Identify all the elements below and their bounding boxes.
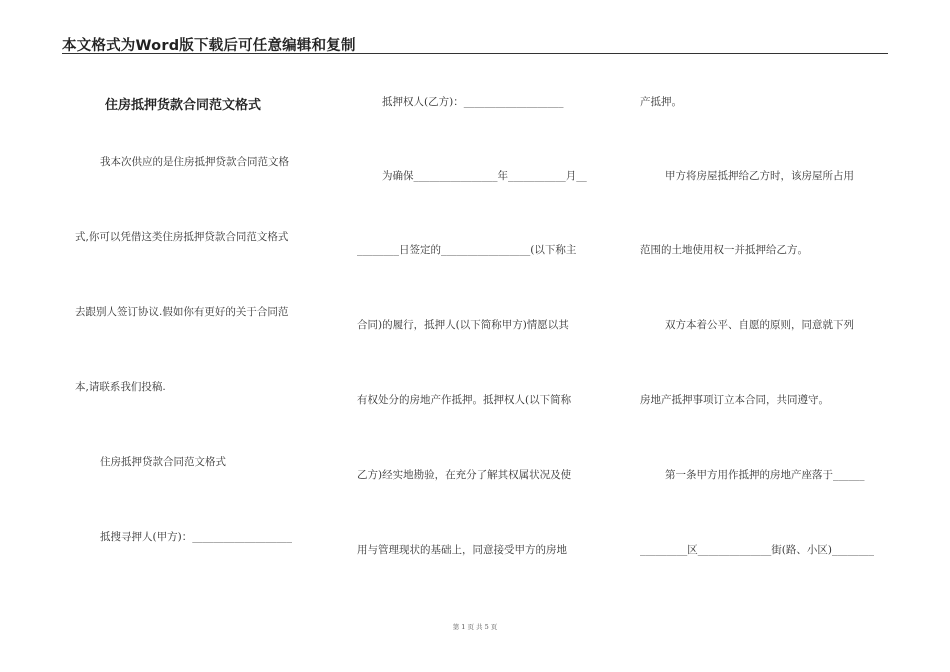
paragraph-line: 产抵押。 [640,96,682,108]
header-title: 本文格式为Word版下载后可任意编辑和复制 [62,38,356,54]
paragraph-line: 为确保________________年___________月__ [382,170,587,182]
paragraph-line: 合同)的履行，抵押人(以下简称甲方)情愿以其 [357,319,569,331]
page-header [62,33,888,54]
paragraph-line: 去跟别人签订协议.假如你有更好的关于合同范 [75,306,289,318]
paragraph-line: 我本次供应的是住房抵押贷款合同范文格 [100,156,289,168]
paragraph-line: 式,你可以凭借这类住房抵押贷款合同范文格式 [75,231,289,243]
document-title: 住房抵押货款合同范文格式 [105,98,262,113]
paragraph-line: 双方本着公平、自愿的原则，同意就下列 [665,319,854,331]
paragraph-line: 房地产抵押事项订立本合同，共同遵守。 [640,394,829,406]
paragraph-line: 有权处分的房地产作抵押。抵押权人(以下简称 [357,394,572,406]
paragraph-line: 甲方将房屋抵押给乙方时，该房屋所占用 [665,170,854,182]
paragraph-line: 乙方)经实地勘验，在充分了解其权属状况及使 [357,469,572,481]
page-number-footer: 第 1 页 共 5 页 [452,623,498,631]
mortgagor-field: 抵搜寻押人(甲方)：___________________ [100,531,292,543]
paragraph-line: 本,请联系我们投稿. [75,381,166,393]
paragraph-line: 范围的土地使用权一并抵押给乙方。 [640,244,808,256]
paragraph-line: ________日签定的_________________(以下称主 [357,244,577,256]
address-field: _________区______________街(路、小区)________ [640,544,874,556]
section-heading: 住房抵押贷款合同范文格式 [100,456,226,468]
mortgagee-field: 抵押权人(乙方)：___________________ [382,96,564,108]
paragraph-line: 用与管理现状的基础上，同意接受甲方的房地 [357,544,567,556]
article-line: 第一条甲方用作抵押的房地产座落于______ [665,469,865,481]
